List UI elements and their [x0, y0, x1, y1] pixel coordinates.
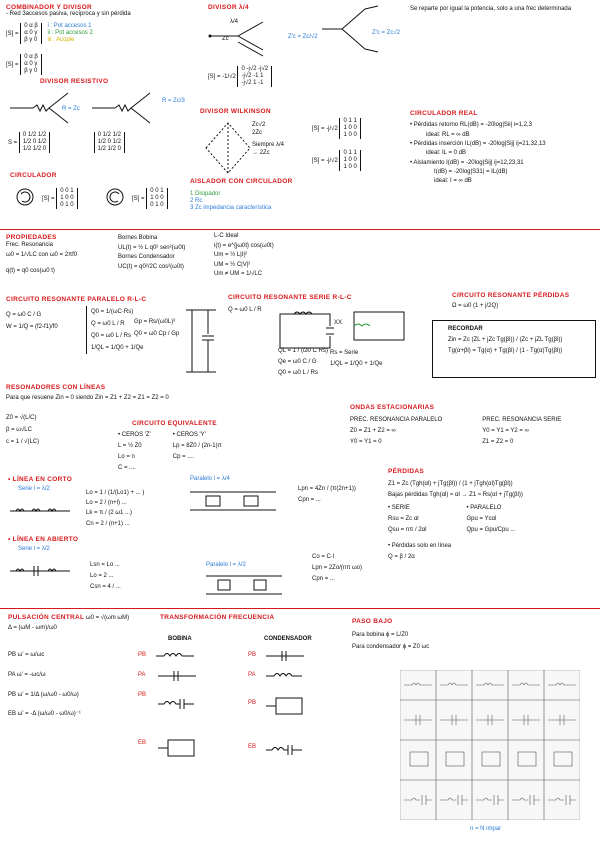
circuito-equiv-line: L = ½ Z0: [118, 443, 142, 450]
transformacion-eb: EB: [138, 740, 147, 746]
matrix-row: 0 0 1: [150, 188, 164, 194]
rlc-paralelo-line: 1/QL = 1/Q0 + 1/Qe: [91, 345, 144, 351]
rlc-serie-line: 1/QL = 1/Q0 + 1/Qe: [330, 360, 383, 367]
combinador-matrix: [20, 23, 42, 44]
matrix-row: α 0 γ: [24, 60, 38, 67]
resistivo-r2: R = Zc/3: [162, 98, 185, 104]
matrix-row: 0 0 1: [60, 188, 74, 194]
perdidas-line: Qpu = Gpu/Cpu ...: [466, 526, 516, 533]
rlc-serie-line: Qe = ω0 C / G: [278, 358, 317, 365]
rlc-perdidas-title: CIRCUITO RESONANTE PÉRDIDAS: [452, 292, 570, 299]
divisor-l4-s-label: [S] = -1/√2: [208, 73, 236, 80]
transformacion-pa: PA: [138, 672, 146, 678]
propiedades-section: [6, 234, 77, 276]
prototype-circuits-table: [400, 670, 580, 820]
matrix-row: β γ 0: [24, 67, 38, 74]
linea-abierto-title: • LÍNEA EN ABIERTO: [8, 536, 79, 543]
linea-abierto-lines: [90, 560, 121, 592]
ondas-section: [350, 404, 561, 448]
matrix-row: -j√2 -1 1: [241, 72, 264, 79]
matrix-row: 0 1 1: [343, 118, 357, 124]
left-eq-section: [8, 646, 81, 725]
transformacion-pa-c: PA: [248, 672, 256, 678]
wilkinson-matrix-2-wrap: [312, 150, 361, 171]
perdidas-line: Gpu = Ycαl: [466, 515, 497, 522]
rlc-paralelo-line: Q0 = ω0 Cp / Gp: [134, 331, 180, 337]
resonadores-line: Para que resuene Zin = 0 siendo Zin = Z1 + Z2 = Z1 = Z2 = 0: [6, 395, 169, 402]
pulsacion-eq: ω0 = √(ωm ωM): [85, 615, 130, 621]
left-eq-eb: EB ω' = -Δ (ω/ω0 - ω0/ω)⁻¹: [8, 711, 81, 718]
lc-ideal-section: [214, 232, 274, 280]
wilkinson-title: DIVISOR WILKINSON: [200, 108, 271, 115]
linea-corto-pline: Lpn = 4Zn / (π(2n+1)): [298, 486, 356, 492]
circulador-title: CIRCULADOR: [10, 172, 57, 179]
rlc-serie-title: CIRCUITO RESONANTE SERIE R-L-C: [228, 294, 352, 301]
aislador-item-2: 2 Rc: [190, 198, 203, 205]
linea-corto-paralelo: Paralelo l = λ/4: [190, 476, 230, 482]
combinador-section: [6, 4, 131, 75]
divisor-l4-zc: Zc: [222, 36, 229, 42]
perdidas-line: Rsu = Zc αl: [388, 515, 419, 522]
rlc-serie-line: Rs = Serie: [330, 350, 359, 356]
circulador-section: [10, 172, 164, 208]
energia-line: UC(t) = q0²/2C cos²(ω0t): [118, 263, 184, 270]
matrix-row: 0 α β: [24, 54, 38, 61]
circuito-equiv-line: Lp = 8Z0 / (2n-1)π: [172, 443, 222, 450]
rlc-paralelo-title: CIRCUITO RESONANTE PARALELO R-L-C: [6, 296, 147, 303]
circulador-s-label: [S] =: [42, 195, 55, 202]
circulador-real-title: CIRCULADOR REAL: [410, 110, 478, 117]
matrix-row: -j√2 1 -1: [241, 79, 264, 86]
lc-ideal-line: L-C Ideal: [214, 233, 239, 239]
perdidas-line: Z1 = Zc (Tgh(αl) + jTg(βl)) / (1 + jTgh(αl)Tg(βl)): [388, 481, 513, 488]
resonadores-line: Z0 = √(L/C): [6, 415, 37, 422]
matrix-row: 0 1 0: [60, 201, 74, 208]
circulador-icon: [10, 182, 40, 212]
matrix-row: α 0 γ: [24, 30, 38, 37]
matrix-row: 0 1 0: [150, 201, 164, 208]
combinador-title: COMBINADOR Y DIVISOR: [6, 4, 92, 11]
wilkinson-s-label-2: [S] = -j/√2: [312, 157, 338, 164]
linea-abierto-pline: Cpn = ...: [312, 575, 335, 582]
circulador-real-item: ideal: I = ∞ dB: [434, 178, 472, 185]
combinador-subtitle: - Red 3accesos pasiva, recíproca y sin pérdida: [6, 11, 131, 18]
ondas-line: Y0 = Y1 = 0: [350, 439, 382, 446]
aislador-item-1: 1 Disipador: [190, 191, 221, 198]
linea-abierto-line: Lsn = Lo ...: [90, 562, 120, 568]
perdidas-title: PÉRDIDAS: [388, 468, 424, 475]
matrix-row: 1 0 0: [60, 194, 74, 201]
combinador-note-2: ii : Pot accesos 2: [47, 30, 93, 37]
wilkinson-matrix-1: [339, 118, 360, 139]
linea-corto-line: Lk = π / (2 ω1 ...): [86, 510, 133, 517]
matrix-row: 1 0 0: [343, 124, 357, 131]
transformacion-eb-c: EB: [248, 744, 257, 750]
propiedades-title: PROPIEDADES: [6, 234, 57, 241]
rlc-paralelo-line: Q0 = ω0 L / Rs: [91, 333, 131, 339]
linea-corto-p-lines: [298, 484, 356, 507]
energia-line: UL(t) = ½ L q0² sen²(ω0t): [118, 244, 186, 251]
circulador-s-label-2: [S] =: [132, 195, 145, 202]
wilkinson-s-label: [S] = -j/√2: [312, 125, 338, 132]
matrix-row: 1 0 0: [150, 194, 164, 201]
perdidas-line: • SERIE: [388, 505, 410, 512]
rlc-paralelo-circuit: [182, 306, 220, 376]
recordar-content: [448, 324, 562, 356]
aislador-item-3: 3 Zc impedancia característica: [190, 205, 272, 212]
rlc-serie-q: Q = ω0 L / R: [228, 307, 262, 314]
linea-corto-par-circuit: [188, 486, 278, 516]
matrix-row: β γ 0: [24, 37, 38, 44]
resistivo-s-label: S =: [8, 139, 18, 146]
transformacion-pb: PB: [138, 652, 147, 658]
rlc-paralelo-eqs-2: [134, 316, 179, 340]
aislador-section: [190, 178, 293, 212]
matrix-row: 1 0 0: [343, 131, 357, 138]
aislador-title: AISLADOR CON CIRCULADOR: [190, 178, 293, 185]
linea-corto-line: Lo = 2 / (n+l) ...: [86, 500, 127, 507]
linea-abierto-circuit: [8, 560, 72, 582]
transformacion-bobina-circuits: [156, 644, 236, 774]
circuito-equiv-line: C = ....: [118, 464, 136, 471]
rlc-paralelo-line: Q = ω0 L / R: [91, 321, 125, 327]
combinador-note-3: iii : Acople: [47, 37, 75, 44]
pulsacion-section: [8, 614, 129, 632]
rlc-serie-line: Q0 = ω0 L / Rs: [278, 369, 318, 376]
resistivo-title-text: DIVISOR RESISTIVO: [40, 78, 109, 85]
wilkinson-diagram: [204, 118, 252, 178]
footer-note: n = N impar: [470, 826, 502, 832]
wilkinson-section: [200, 108, 285, 156]
matrix-row: 0 α β: [24, 23, 38, 30]
linea-abierto-serie: Serie l = λ/2: [18, 546, 50, 553]
linea-corto-section: [8, 476, 72, 493]
perdidas-line: Bajas pérdidas Tgh(αl) ≈ αl → Z1 ≈ Rs(αl + jTg(βl)): [388, 492, 523, 499]
lc-ideal-line: Um ≠ UM = 1/√LC: [214, 271, 263, 278]
resistivo-r1: R = Zc: [62, 106, 80, 112]
circuito-equiv-line: • CEROS 'Y': [172, 432, 206, 439]
recordar-title: RECORDAR: [448, 326, 483, 332]
combinador-matrix-2: [20, 54, 42, 75]
rlc-serie-circuit-2: [350, 306, 410, 346]
divisor-l4-matrix: [237, 66, 272, 87]
left-eq-pb2: PB ω' = 1/Δ (ω/ω0 - ω0/ω): [8, 691, 79, 698]
resistivo-matrix-2: [94, 132, 125, 153]
paso-bajo-title: PASO BAJO: [352, 618, 393, 625]
linea-abierto-line: Csn = 4 / ...: [90, 583, 121, 590]
wilkinson-matrix-1-wrap: [312, 118, 361, 139]
energia-line: Bornes Bobina: [118, 235, 158, 241]
rlc-paralelo-line: Q0 = 1/(ωC·Rs): [91, 309, 134, 315]
matrix-row: 0 1 1: [343, 150, 357, 156]
pulsacion-delta: Δ = (ωM - ωm)/ω0: [8, 624, 57, 631]
wilkinson-lbl2: 2Zc: [252, 130, 263, 136]
circulador-matrix-2: [146, 188, 167, 209]
transformacion-pbd-c: PB: [248, 700, 257, 706]
resonadores-title: RESONADORES CON LÍNEAS: [6, 384, 106, 391]
left-eq-pa: PA ω' = -ωc/ω: [8, 671, 46, 678]
matrix-row: 1 0 0: [343, 156, 357, 163]
transformacion-pb-c: PB: [248, 652, 257, 658]
divisor-l4-diagram: [208, 14, 288, 59]
matrix-row: 0 -j√2 -j√2: [241, 66, 269, 72]
propiedades-line: q(t) = q0 cos(ω0 t): [6, 267, 55, 274]
energia-line: Bornes Condensador: [118, 254, 175, 261]
transformacion-pbd: PB: [138, 692, 147, 698]
rlc-perdidas-section: [452, 292, 569, 310]
separator-1: [0, 229, 600, 230]
circulador-real-item: ideal: IL = 0 dB: [426, 150, 466, 157]
resistivo-diagram-2: [90, 88, 160, 128]
left-eq-pb: PB ω' = ω/ωc: [8, 652, 45, 658]
transformacion-condensador: CONDENSADOR: [264, 636, 312, 642]
paso-bajo-section: [352, 618, 429, 653]
linea-abierto-section: [8, 536, 78, 553]
transformacion-title: TRANSFORMACIÓN FRECUENCIA: [160, 614, 275, 621]
resonadores-line: c = 1 / √(LC): [6, 439, 40, 446]
matrix-row: 0 1/2 1/2: [97, 132, 121, 138]
lc-ideal-line: i(t) = e^{jω0t} cos(ω0t): [214, 242, 274, 249]
linea-corto-title: • LÍNEA EN CORTO: [8, 476, 73, 483]
paso-bajo-line: Para condensador ϕ = Z0 ωc: [352, 644, 430, 651]
perdidas-line: • Pérdidas solo en línea: [388, 543, 452, 550]
rlc-serie-line: QL = 1 / (ω0 C Rs): [278, 348, 328, 354]
paso-bajo-line: Para bobina ϕ = L/Z0: [352, 632, 409, 639]
combinador-note-1: i : Pot accesos 1: [47, 23, 92, 30]
linea-abierto-par-circuit: [204, 572, 284, 598]
divisor-l4-section: [208, 4, 318, 86]
linea-abierto-pline: Co = C·l: [312, 554, 335, 560]
circulador-real-item: • Pérdidas retorno RL(dB) = -20log|Sii| i=1,2,3: [410, 122, 532, 129]
circuito-equiv-section: [118, 420, 222, 474]
ondas-line: Y0 = Y1 = Y2 = ∞: [482, 428, 529, 435]
wilkinson-lbl1: Zc√2: [252, 122, 266, 128]
divisor-l4-zc-prime: Z'c = Zc/√2: [288, 34, 318, 40]
rlc-serie-lines-2: [330, 348, 382, 370]
separator-2: [0, 608, 600, 609]
linea-corto-serie: Serie l = λ/2: [18, 486, 50, 493]
ondas-line: PREC. RESONANCIA PARALELO: [350, 417, 443, 424]
transformacion-cond-circuits: [264, 644, 344, 774]
ondas-line: Z1 = Z2 = 0: [482, 439, 514, 446]
resistivo-title: [40, 78, 108, 86]
ondas-title: ONDAS ESTACIONARIAS: [350, 404, 435, 411]
ondas-line: PREC. RESONANCIA SERIE: [482, 417, 562, 424]
rlc-paralelo-line: Q = ω0 C / G: [6, 312, 42, 319]
divisor-tr-zc: Z'c = Zc√2: [372, 30, 400, 36]
circuito-equiv-line: • CEROS 'Z': [118, 432, 151, 439]
circulador-matrix: [56, 188, 77, 209]
transformacion-bobina: BOBINA: [168, 636, 192, 642]
propiedades-line: Frec. Resonancia: [6, 242, 54, 249]
circulador-real-item: I(dB) = -20log|S31| = IL(dB): [434, 168, 508, 175]
resistivo-matrices: [8, 132, 125, 153]
divisor-tr-diagram: [320, 4, 380, 54]
matrix-row: 1/2 1/2 0: [97, 145, 121, 152]
perdidas-section: [388, 468, 523, 563]
rlc-serie-lines: [278, 346, 328, 378]
pulsacion-title: PULSACIÓN CENTRAL: [8, 614, 85, 621]
rlc-serie-xx: XX: [334, 320, 343, 326]
lc-ideal-line: Um = ½ L|I|²: [214, 252, 247, 259]
divisor-l4-lambda: λ/4: [230, 19, 239, 25]
propiedades-line: ω0 = 1/√LC con ω0 = 2πf0: [6, 252, 78, 259]
circulador-real-item: ideal: RL = ∞ dB: [426, 131, 470, 138]
wilkinson-lbl4: → 2Zc: [252, 150, 270, 156]
matrix-row: 1/2 0 1/2: [22, 138, 47, 145]
linea-corto-line: Cn = 2 / (n+1) ...: [86, 520, 130, 527]
linea-abierto-p-lines: [312, 552, 362, 584]
ondas-line: Z0 = Z1 + Z2 = ∞: [350, 428, 396, 435]
resistivo-matrix-1: [19, 132, 50, 153]
wilkinson-lbl3: Siempre λ/4: [252, 142, 285, 148]
combinador-s-label: [S] =: [6, 31, 19, 38]
perdidas-line: Q = β / 2α: [388, 554, 415, 561]
linea-abierto-line: Lo = 2 ...: [90, 572, 114, 579]
linea-corto-circuit: [8, 500, 72, 522]
circuito-equiv-title: CIRCUITO EQUIVALENTE: [132, 420, 217, 427]
circulador-real-item: • Pérdidas inserción IL(dB) = -20log|Sij| ij=21,32,13: [410, 141, 546, 148]
wilkinson-matrix-2: [339, 150, 360, 171]
rlc-perdidas-eq: Ω = ω0 (1 + j/2Q): [452, 303, 499, 310]
linea-corto-pline: Cpn = ...: [298, 497, 321, 504]
recordar-line: Tg(α+βl) = Tg(α) + Tg(βl) / (1 - Tg(α)Tg(βl)): [448, 347, 563, 354]
perdidas-line: Qsu = nπ / 2αl: [388, 526, 427, 533]
circulador-icon-2: [100, 182, 130, 212]
matrix-row: 1 0 0: [343, 163, 357, 170]
divisor-tr-note: Se reparte por igual la potencia, solo a una frec determinada: [410, 6, 572, 12]
lc-ideal-line: UM = ½ C|V|²: [214, 261, 251, 268]
combinador-s-label-2: [S] =: [6, 61, 19, 68]
matrix-row: 0 1/2 1/2: [22, 132, 47, 138]
rlc-paralelo-line: Gp = Rs/(ω0L)²: [134, 319, 176, 325]
rlc-paralelo-line: W = 1/Q = (f2-f1)/f0: [6, 324, 58, 331]
divisor-l4-title: DIVISOR λ/4: [208, 4, 249, 11]
linea-abierto-paralelo: Paralelo l = λ/2: [206, 562, 246, 568]
recordar-line: Zin = Zc (ZL + jZc Tg(βl)) / (Zc + jZL Tg(βl)): [448, 336, 563, 343]
matrix-row: 1/2 0 1/2: [97, 138, 121, 145]
circulador-real-item: • Aislamiento I(dB) = -20log|Sij| ij=12,23,31: [410, 159, 524, 166]
energia-section: [118, 234, 185, 272]
transformacion-title-wrap: [160, 614, 274, 622]
linea-corto-lines: [86, 488, 144, 529]
perdidas-line: • PARALELO: [466, 505, 502, 512]
resonadores-line: β = ω√LC: [6, 427, 32, 434]
matrix-row: 1/2 1/2 0: [22, 145, 47, 152]
linea-abierto-pline: Lpn = 2Zo/(nπ ωo): [312, 564, 363, 571]
circuito-equiv-line: Lo = n: [118, 454, 135, 461]
linea-corto-line: Lo = 1 / (1/(Lo1) + ... ): [86, 490, 145, 496]
circulador-real-section: [410, 110, 546, 187]
circuito-equiv-line: Cp = ....: [172, 454, 194, 461]
